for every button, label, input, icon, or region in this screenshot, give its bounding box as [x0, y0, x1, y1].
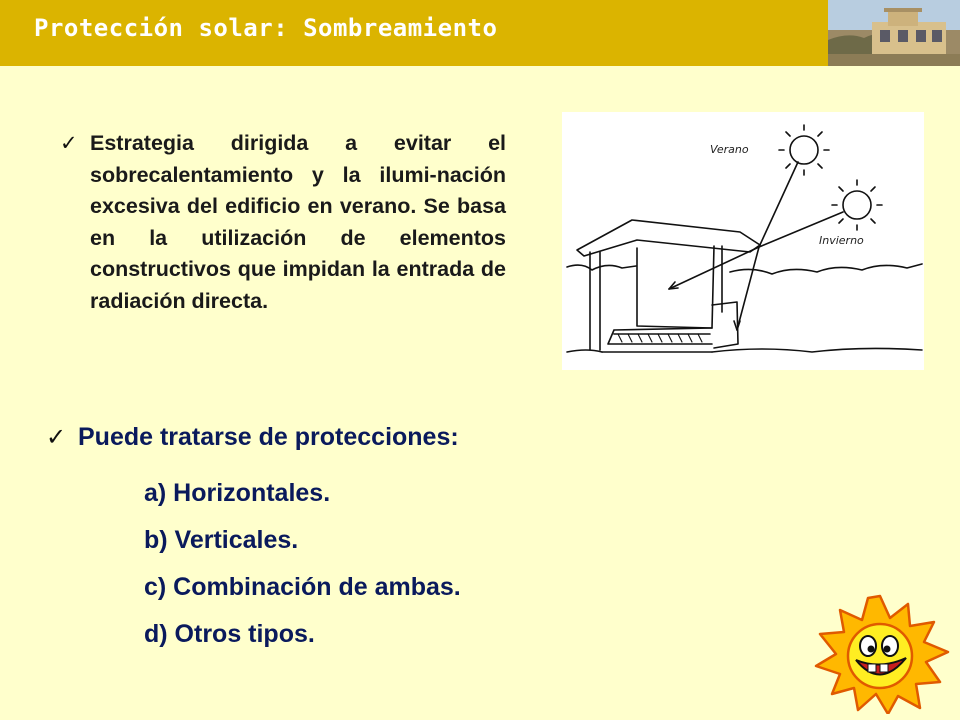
list-item: d) Otros tipos. — [144, 620, 315, 648]
list-item: c) Combinación de ambas. — [144, 573, 461, 601]
shading-diagram — [562, 112, 924, 370]
list-item: b) Verticales. — [144, 526, 299, 554]
protection-type-list — [144, 470, 461, 658]
header-bar — [0, 0, 828, 66]
list-item: a) Horizontales. — [144, 479, 331, 507]
summer-sun-icon — [779, 125, 829, 175]
house-photo-icon — [828, 0, 960, 66]
summer-label: Verano — [710, 143, 749, 156]
types-heading: Puede tratarse de protecciones: — [78, 423, 459, 451]
smiling-sun-icon — [810, 594, 950, 719]
checkmark-icon: ✓ — [60, 131, 78, 155]
winter-label: Invierno — [819, 234, 864, 247]
intro-paragraph: Estrategia dirigida a evitar el sobrecalentamiento y la ilumi-nación excesiva del edificio en verano. Se basa en la utilización de elementos constructivos que impidan la entrada de radiación directa. — [90, 131, 506, 313]
winter-sun-icon — [832, 180, 882, 230]
slide-title: Protección solar: Sombreamiento — [34, 14, 498, 42]
checkmark-icon: ✓ — [46, 423, 67, 451]
